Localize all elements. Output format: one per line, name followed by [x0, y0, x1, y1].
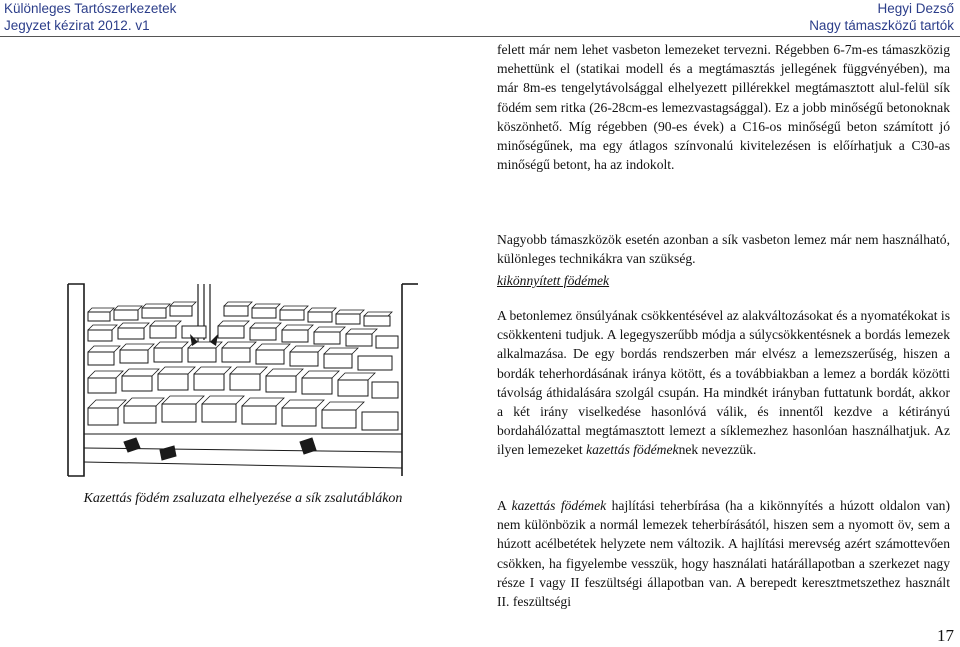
emphasis-term: kazettás födémek: [586, 442, 679, 458]
header-chapter: Nagy támaszközű tartók: [809, 18, 954, 33]
paragraph-intro: [497, 40, 950, 174]
emphasis-term: kazettás födémek: [511, 498, 607, 513]
header-version: Jegyzet kézirat 2012. v1: [4, 18, 150, 33]
paragraph-lightened-slabs: [497, 306, 950, 460]
header-divider: [0, 36, 960, 37]
waffle-formwork-figure: [64, 282, 422, 478]
paragraph-bending-capacity: [497, 496, 950, 611]
header-author: Hegyi Dezső: [877, 1, 954, 16]
paragraph-text: felett már nem lehet vasbeton lemezeket tervezni. Régebben 6-7m-es támaszközig mehettünk el (statikai modell és a megtámasztás jellegének függvényében), ma már 8m-es tengelytávolsággal elhelyezett pillérekkel megtámasztott alul-felül sík födém sem ritka (26-28cm-es lemezvastagsággal). Ez a jobb minőségű betonoknak köszönhető. Míg régebben (90-es évek) a C16-os minőségű beton számított jó minőségűnek, ma egy átlagos színvonalú kivitelezésen is előírhatjuk a C30-as minőségű betont, ha az indokolt.: [497, 42, 950, 173]
header-right: [809, 0, 954, 34]
paragraph-text-part: hajlítási teherbírása (ha a kikönnyítés a húzott oldalon van) nem különbözik a normál lemezek teherbírásától, hiszen sem a nyomott öv, sem a húzott acélbetétek helyzete nem változik. A hajlítási merevség azért számottevően csökken, ha figyelembe vesszük, hogy használati határállapotban a szerkezet nagy része I vagy II feszültségi állapotban van. A berepedt keresztmetszethez használt II. feszültségi: [497, 498, 950, 610]
section-title: kikönnyített födémek: [497, 273, 610, 288]
paragraph-text: [497, 496, 950, 611]
paragraph-large-spans: [497, 230, 950, 268]
paragraph-text-part: A betonlemez önsúlyának csökkentésével az alakváltozásokat és a nyomatékokat is csökkenteni tudjuk. A legegyszerűbb módja a súlycsökkentésnek a bordás lemezek alkalmazása. De egy bordás rendszerben már elvész a lemezszerűség, hiszen a bordák teherhordásának iránya kötött, és a továbbiakban a lemez a bordák közötti távolság áthidalására szolgál csupán. Ha mindkét irányban futtatunk bordát, akkor a két irány viselkedése hasonlóvá válik, és innentől kezdve a kétirányú bordahálózattal megtámasztott lemezt a síklemezhez hasonlóan használhatjuk. Az ilyen lemezeket: [497, 308, 950, 458]
paragraph-text-part: A: [497, 498, 512, 513]
header-left: [4, 0, 176, 34]
header-course-title: Különleges Tartószerkezetek: [4, 1, 177, 16]
page-number: 17: [937, 626, 954, 645]
figure-caption: Kazettás födém zsaluzata elhelyezése a sík zsalutáblákon: [83, 491, 403, 506]
paragraph-text: [497, 306, 950, 460]
paragraph-text-part: nek nevezzük.: [678, 442, 757, 458]
paragraph-text: Nagyobb támaszközök esetén azonban a sík vasbeton lemez már nem használható, különleges technikákra van szükség.: [497, 232, 950, 267]
